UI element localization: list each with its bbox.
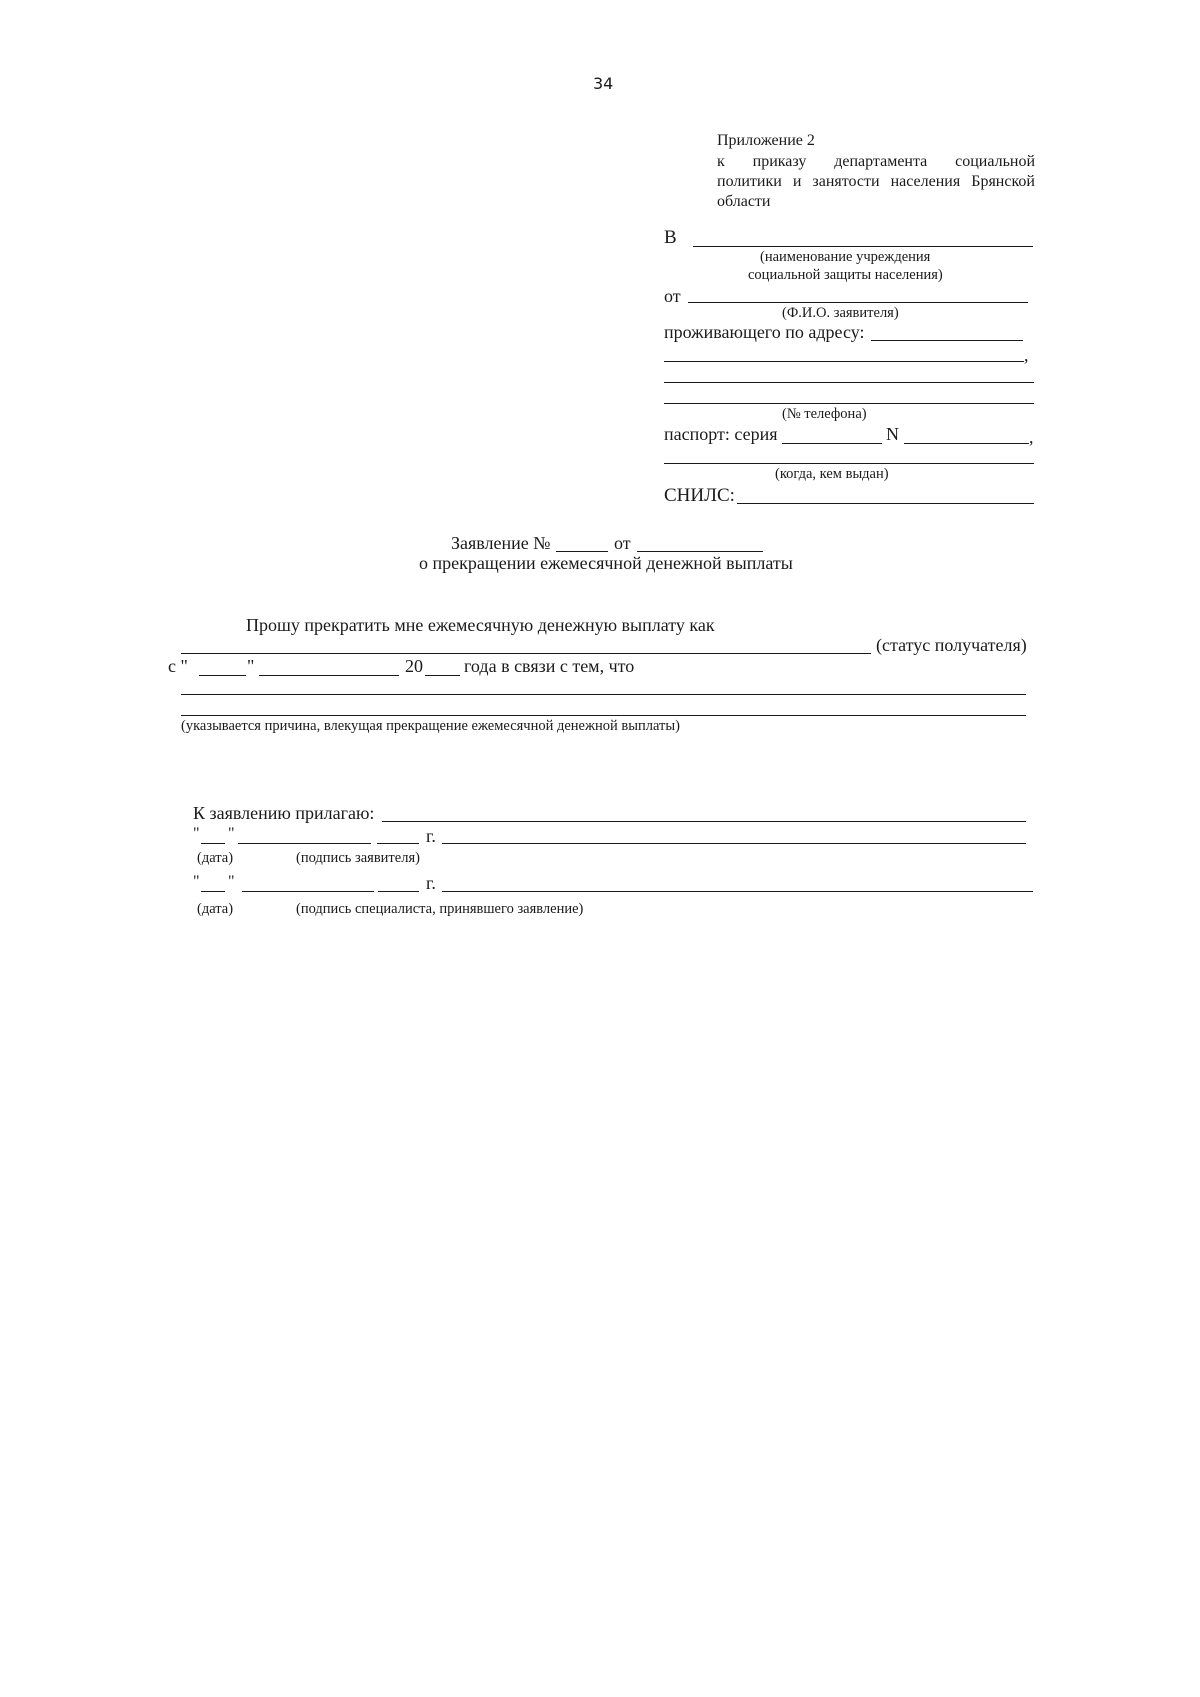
institution-hint-2: социальной защиты населения) [748,267,943,283]
statement-title-prefix: Заявление № [451,533,551,553]
attachments-label: К заявлению прилагаю: [193,803,375,823]
appendix-word: департамента [834,153,928,170]
sig1-month-field[interactable] [238,843,371,844]
statement-title-from: от [614,533,631,553]
passport-n: N [886,424,899,444]
to-prefix: В [664,227,677,248]
address-field-2[interactable] [664,361,1024,362]
sig1-quote-close: " [228,825,235,842]
sig1-day-field[interactable] [201,843,225,844]
reason-field-2[interactable] [181,715,1026,716]
sig1-g: г. [426,826,436,846]
passport-series-field[interactable] [782,443,882,444]
appendix-line-2 [717,172,1035,192]
statement-subtitle: о прекращении ежемесячной денежной выплаты [419,553,793,573]
attachments-field[interactable] [382,821,1026,822]
appendix-word: занятости [812,173,880,190]
sig2-quote-close: " [228,873,235,890]
address-label: проживающего по адресу: [664,322,865,342]
month-field[interactable] [259,675,399,676]
sig2-day-field[interactable] [201,891,225,892]
snils-field[interactable] [737,503,1034,504]
reason-field-1[interactable] [181,694,1026,695]
address-field-1[interactable] [871,340,1023,341]
passport-number-field[interactable] [904,443,1029,444]
passport-comma: , [1029,427,1034,447]
institution-field[interactable] [693,246,1033,247]
fio-hint: (Ф.И.О. заявителя) [782,305,899,321]
sig1-quote-open: " [193,825,200,842]
appendix-word: политики [717,173,782,190]
year-prefix: 20 [405,656,423,676]
sig2-signature-field[interactable] [442,891,1033,892]
sig1-signature-field[interactable] [442,843,1026,844]
appendix-word: к [717,153,725,170]
sig2-quote-open: " [193,873,200,890]
address-field-3[interactable] [664,382,1034,383]
sig1-year-field[interactable] [377,843,419,844]
institution-hint-1: (наименование учреждения [760,249,931,265]
appendix-title: Приложение 2 [717,132,815,149]
phone-field[interactable] [664,403,1034,404]
date-from-prefix: с " [168,656,188,676]
statement-number-field[interactable] [556,551,608,552]
passport-label: паспорт: серия [664,424,778,444]
date-quote: " [247,656,255,676]
year-suffix: года в связи с тем, что [464,656,635,676]
phone-hint: (№ телефона) [782,406,867,422]
status-field[interactable] [181,653,871,654]
appendix-word: населения [890,173,961,190]
statement-date-field[interactable] [637,551,763,552]
request-text: Прошу прекратить мне ежемесячную денежную выплату как [246,615,715,635]
passport-issued-field[interactable] [664,463,1034,464]
appendix-order-text [717,152,1035,212]
from-prefix: от [664,286,681,306]
appendix-line-3: области [717,193,771,210]
sig2-year-field[interactable] [378,891,419,892]
page-number: 34 [593,74,614,93]
year-field[interactable] [425,675,460,676]
appendix-word: и [792,173,802,190]
fio-field[interactable] [688,302,1028,303]
day-field[interactable] [199,675,246,676]
appendix-word: приказу [752,153,807,170]
appendix-word: социальной [955,153,1035,170]
issued-hint: (когда, кем выдан) [775,466,889,482]
sig2-date-hint: (дата) [197,901,234,917]
reason-hint: (указывается причина, влекущая прекращение ежемесячной денежной выплаты) [181,718,680,734]
address-comma: , [1024,345,1029,365]
appendix-word: Брянской [971,173,1035,190]
sig2-month-field[interactable] [242,891,374,892]
appendix-line-1 [717,152,1035,172]
sig2-g: г. [426,873,436,893]
sig1-date-hint: (дата) [197,850,234,866]
sig1-sign-hint: (подпись заявителя) [296,850,420,866]
sig2-sign-hint: (подпись специалиста, принявшего заявление) [296,901,584,917]
snils-label: СНИЛС: [664,485,735,506]
status-hint: (статус получателя) [876,635,1027,655]
